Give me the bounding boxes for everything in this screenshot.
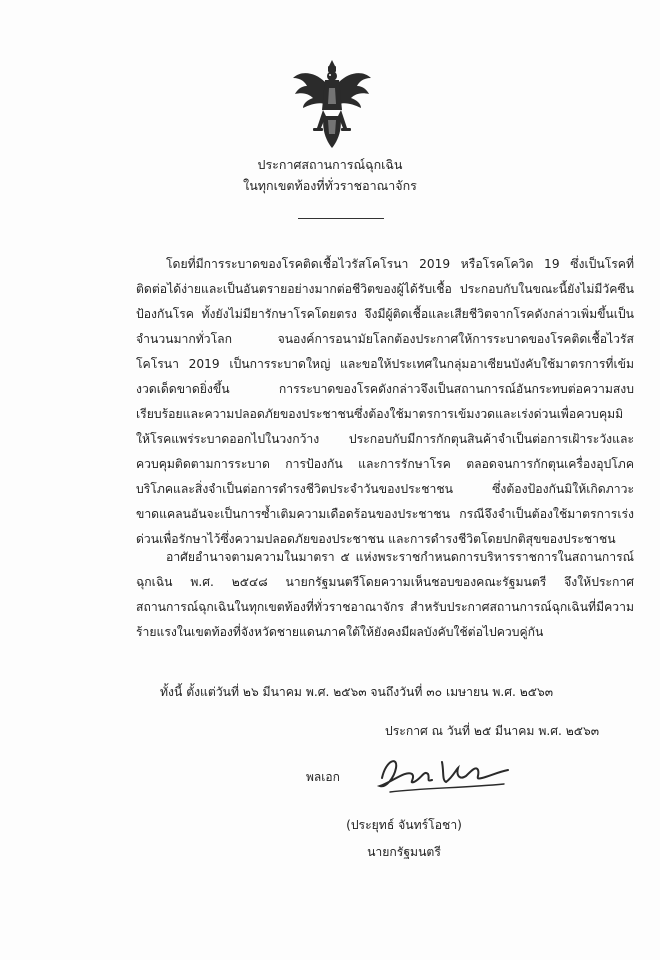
garuda-emblem-icon <box>291 58 373 150</box>
document-title: ประกาศสถานการณ์ฉุกเฉิน <box>257 157 403 172</box>
signer-name: (ประยุทธ์ จันทร์โอชา) <box>346 818 462 832</box>
signer-position: นายกรัฐมนตรี <box>367 845 441 859</box>
paragraph-effective-period: ทั้งนี้ ตั้งแต่วันที่ ๒๖ มีนาคม พ.ศ. ๒๕๖๓ จนถึงวันที่ ๓๐ เมษายน พ.ศ. ๒๕๖๓ <box>160 685 554 699</box>
paragraph-rationale: โดยที่มีการระบาดของโรคติดเชื้อไวรัสโคโรนา 2019 หรือโรคโควิด 19 ซึ่งเป็นโรคที่ติดต่อได้ง่ายและเป็นอันตรายอย่างมากต่อชีวิตของผู้ได้รับเชื้อ ประกอบกับในขณะนี้ยังไม่มีวัคซีนป้องกันโรค ทั้งยังไม่มียารักษาโรคโดยตรง จึงมีผู้ติดเชื้อและเสียชีวิตจากโรคดังกล่าวเพิ่มขึ้นเป็นจำนวนมากทั่วโลก จนองค์การอนามัยโลกต้องประกาศให้การระบาดของโรคติดเชื้อไวรัสโคโรนา 2019 เป็นการระบาดใหญ่ และขอให้ประเทศในกลุ่มอาเซียนบังคับใช้มาตรการที่เข้มงวดเด็ดขาดยิ่งขึ้น การระบาดของโรคดังกล่าวจึงเป็นสถานการณ์อันกระทบต่อความสงบเรียบร้อยและความปลอดภัยของประชาชนซึ่งต้องใช้มาตรการเข้มงวดและเร่งด่วนเพื่อควบคุมมิให้โรคแพร่ระบาดออกไปในวงกว้าง ประกอบกับมีการกักตุนสินค้าจำเป็นต่อการเฝ้าระวังและควบคุมติดตามการระบาด การป้องกัน และการรักษาโรค ตลอดจนการกักตุนเครื่องอุปโภคบริโภคและสิ่งจำเป็นต่อการดำรงชีวิตประจำวันของประชาชน ซึ่งต้องป้องกันมิให้เกิดภาวะขาดแคลนอันจะเป็นการซ้ำเติมความเดือดร้อนของประชาชน กรณีจึงจำเป็นต้องใช้มาตรการเร่งด่วนเพื่อรักษาไว้ซึ่งความปลอดภัยของประชาชน และการดำรงชีวิตโดยปกติสุขของประชาชน <box>136 257 634 546</box>
signer-rank: พลเอก <box>306 770 340 784</box>
paragraph-legal-basis: อาศัยอำนาจตามความในมาตรา ๕ แห่งพระราชกำหนดการบริหารราชการในสถานการณ์ฉุกเฉิน พ.ศ. ๒๕๔๘ นายกรัฐมนตรีโดยความเห็นชอบของคณะรัฐมนตรี จึงให้ประกาศสถานการณ์ฉุกเฉินในทุกเขตท้องที่ทั่วราชอาณาจักร สำหรับประกาศสถานการณ์ฉุกเฉินที่มีความร้ายแรงในเขตท้องที่จังหวัดชายแดนภาคใต้ให้ยังคงมีผลบังคับใช้ต่อไปควบคู่กัน <box>136 550 634 639</box>
title-divider <box>298 218 384 219</box>
handwritten-signature-icon <box>372 748 522 796</box>
proclamation-date: ประกาศ ณ วันที่ ๒๕ มีนาคม พ.ศ. ๒๕๖๓ <box>385 724 600 738</box>
document-subtitle: ในทุกเขตท้องที่ทั่วราชอาณาจักร <box>243 178 417 193</box>
